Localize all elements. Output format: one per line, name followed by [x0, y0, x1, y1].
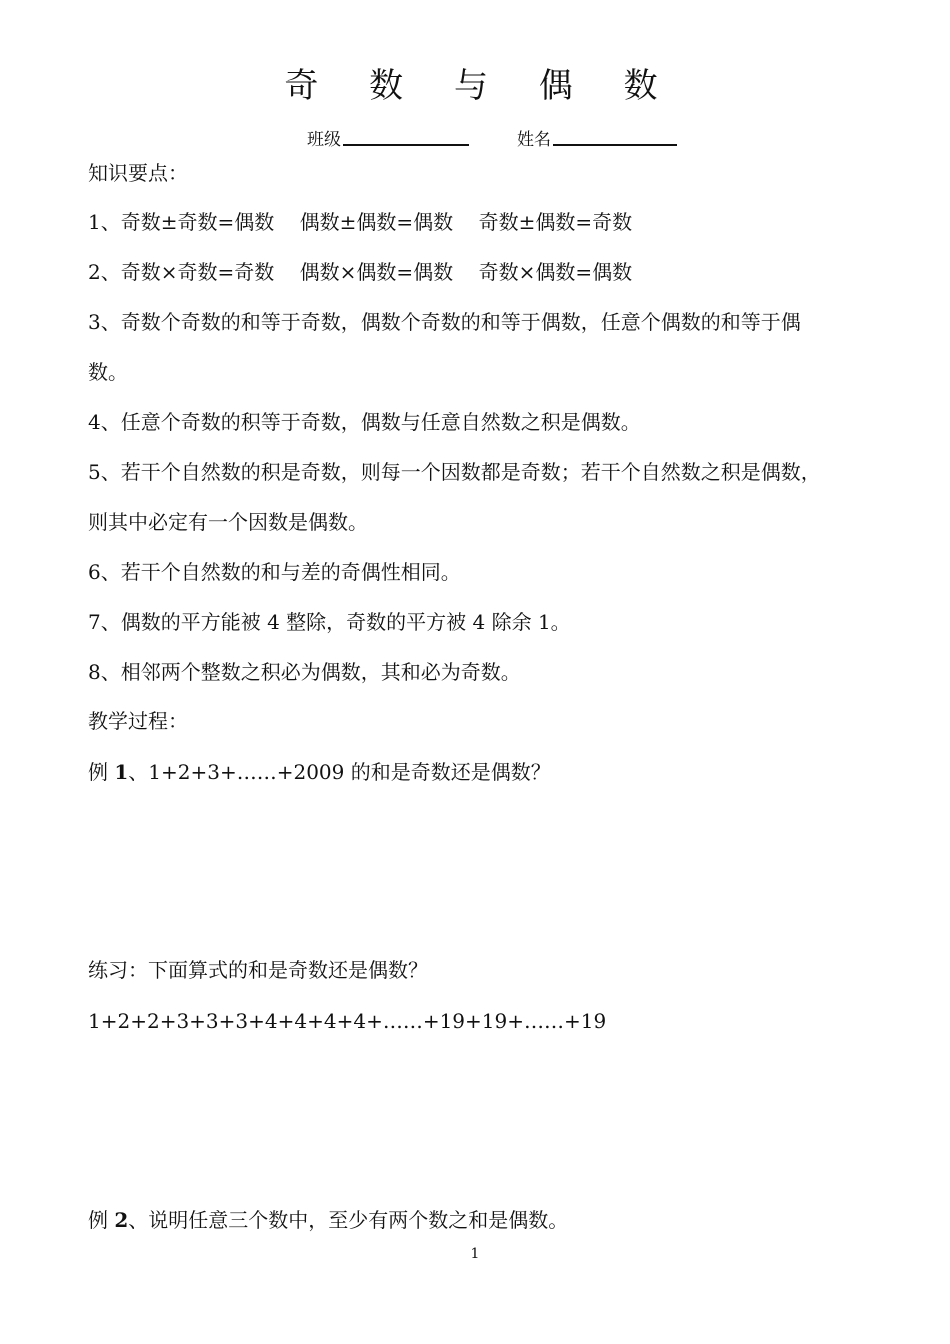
practice-question: 练习：下面算式的和是奇数还是偶数？	[88, 958, 428, 982]
process-heading: 教学过程：	[88, 709, 188, 733]
knowledge-item-4: 4、任意个奇数的积等于奇数，偶数与任意自然数之积是偶数。	[88, 410, 641, 434]
knowledge-item-5-continued: 则其中必定有一个因数是偶数。	[88, 510, 368, 534]
name-label: 姓名	[517, 130, 551, 150]
name-blank-line[interactable]	[553, 126, 677, 146]
knowledge-heading: 知识要点：	[88, 161, 188, 185]
example-1-text: 、1+2+3+……+2009 的和是奇数还是偶数？	[128, 760, 551, 784]
knowledge-item-2: 2、奇数×奇数=奇数 偶数×偶数=偶数 奇数×偶数=偶数	[88, 260, 633, 284]
example-1	[88, 757, 878, 787]
knowledge-item-7: 7、偶数的平方能被 4 整除，奇数的平方被 4 除余 1。	[88, 610, 571, 634]
knowledge-item-1: 1、奇数±奇数=偶数 偶数±偶数=偶数 奇数±偶数=奇数	[88, 210, 633, 234]
page-title: 奇 数 与 偶 数	[284, 66, 678, 106]
practice-expression: 1+2+2+3+3+3+4+4+4+4+……+19+19+……+19	[88, 1009, 607, 1033]
name-field	[517, 126, 677, 154]
example-2-text: 、说明任意三个数中，至少有两个数之和是偶数。	[128, 1208, 569, 1232]
knowledge-item-3-continued: 数。	[88, 360, 128, 384]
example-2-number: 2	[114, 1208, 129, 1232]
knowledge-item-6: 6、若干个自然数的和与差的奇偶性相同。	[88, 560, 461, 584]
example-1-prefix: 例	[88, 760, 115, 784]
knowledge-item-8: 8、相邻两个整数之积必为偶数，其和必为奇数。	[88, 660, 521, 684]
class-label: 班级	[307, 130, 341, 150]
class-field	[307, 126, 469, 154]
example-2-prefix: 例	[88, 1208, 115, 1232]
page-number: 1	[470, 1246, 480, 1262]
knowledge-item-5: 5、若干个自然数的积是奇数，则每一个因数都是奇数；若干个自然数之积是偶数，	[88, 460, 821, 484]
example-2	[88, 1205, 878, 1235]
class-blank-line[interactable]	[343, 126, 469, 146]
example-1-number: 1	[114, 760, 129, 784]
knowledge-item-3: 3、奇数个奇数的和等于奇数，偶数个奇数的和等于偶数，任意个偶数的和等于偶	[88, 310, 801, 334]
